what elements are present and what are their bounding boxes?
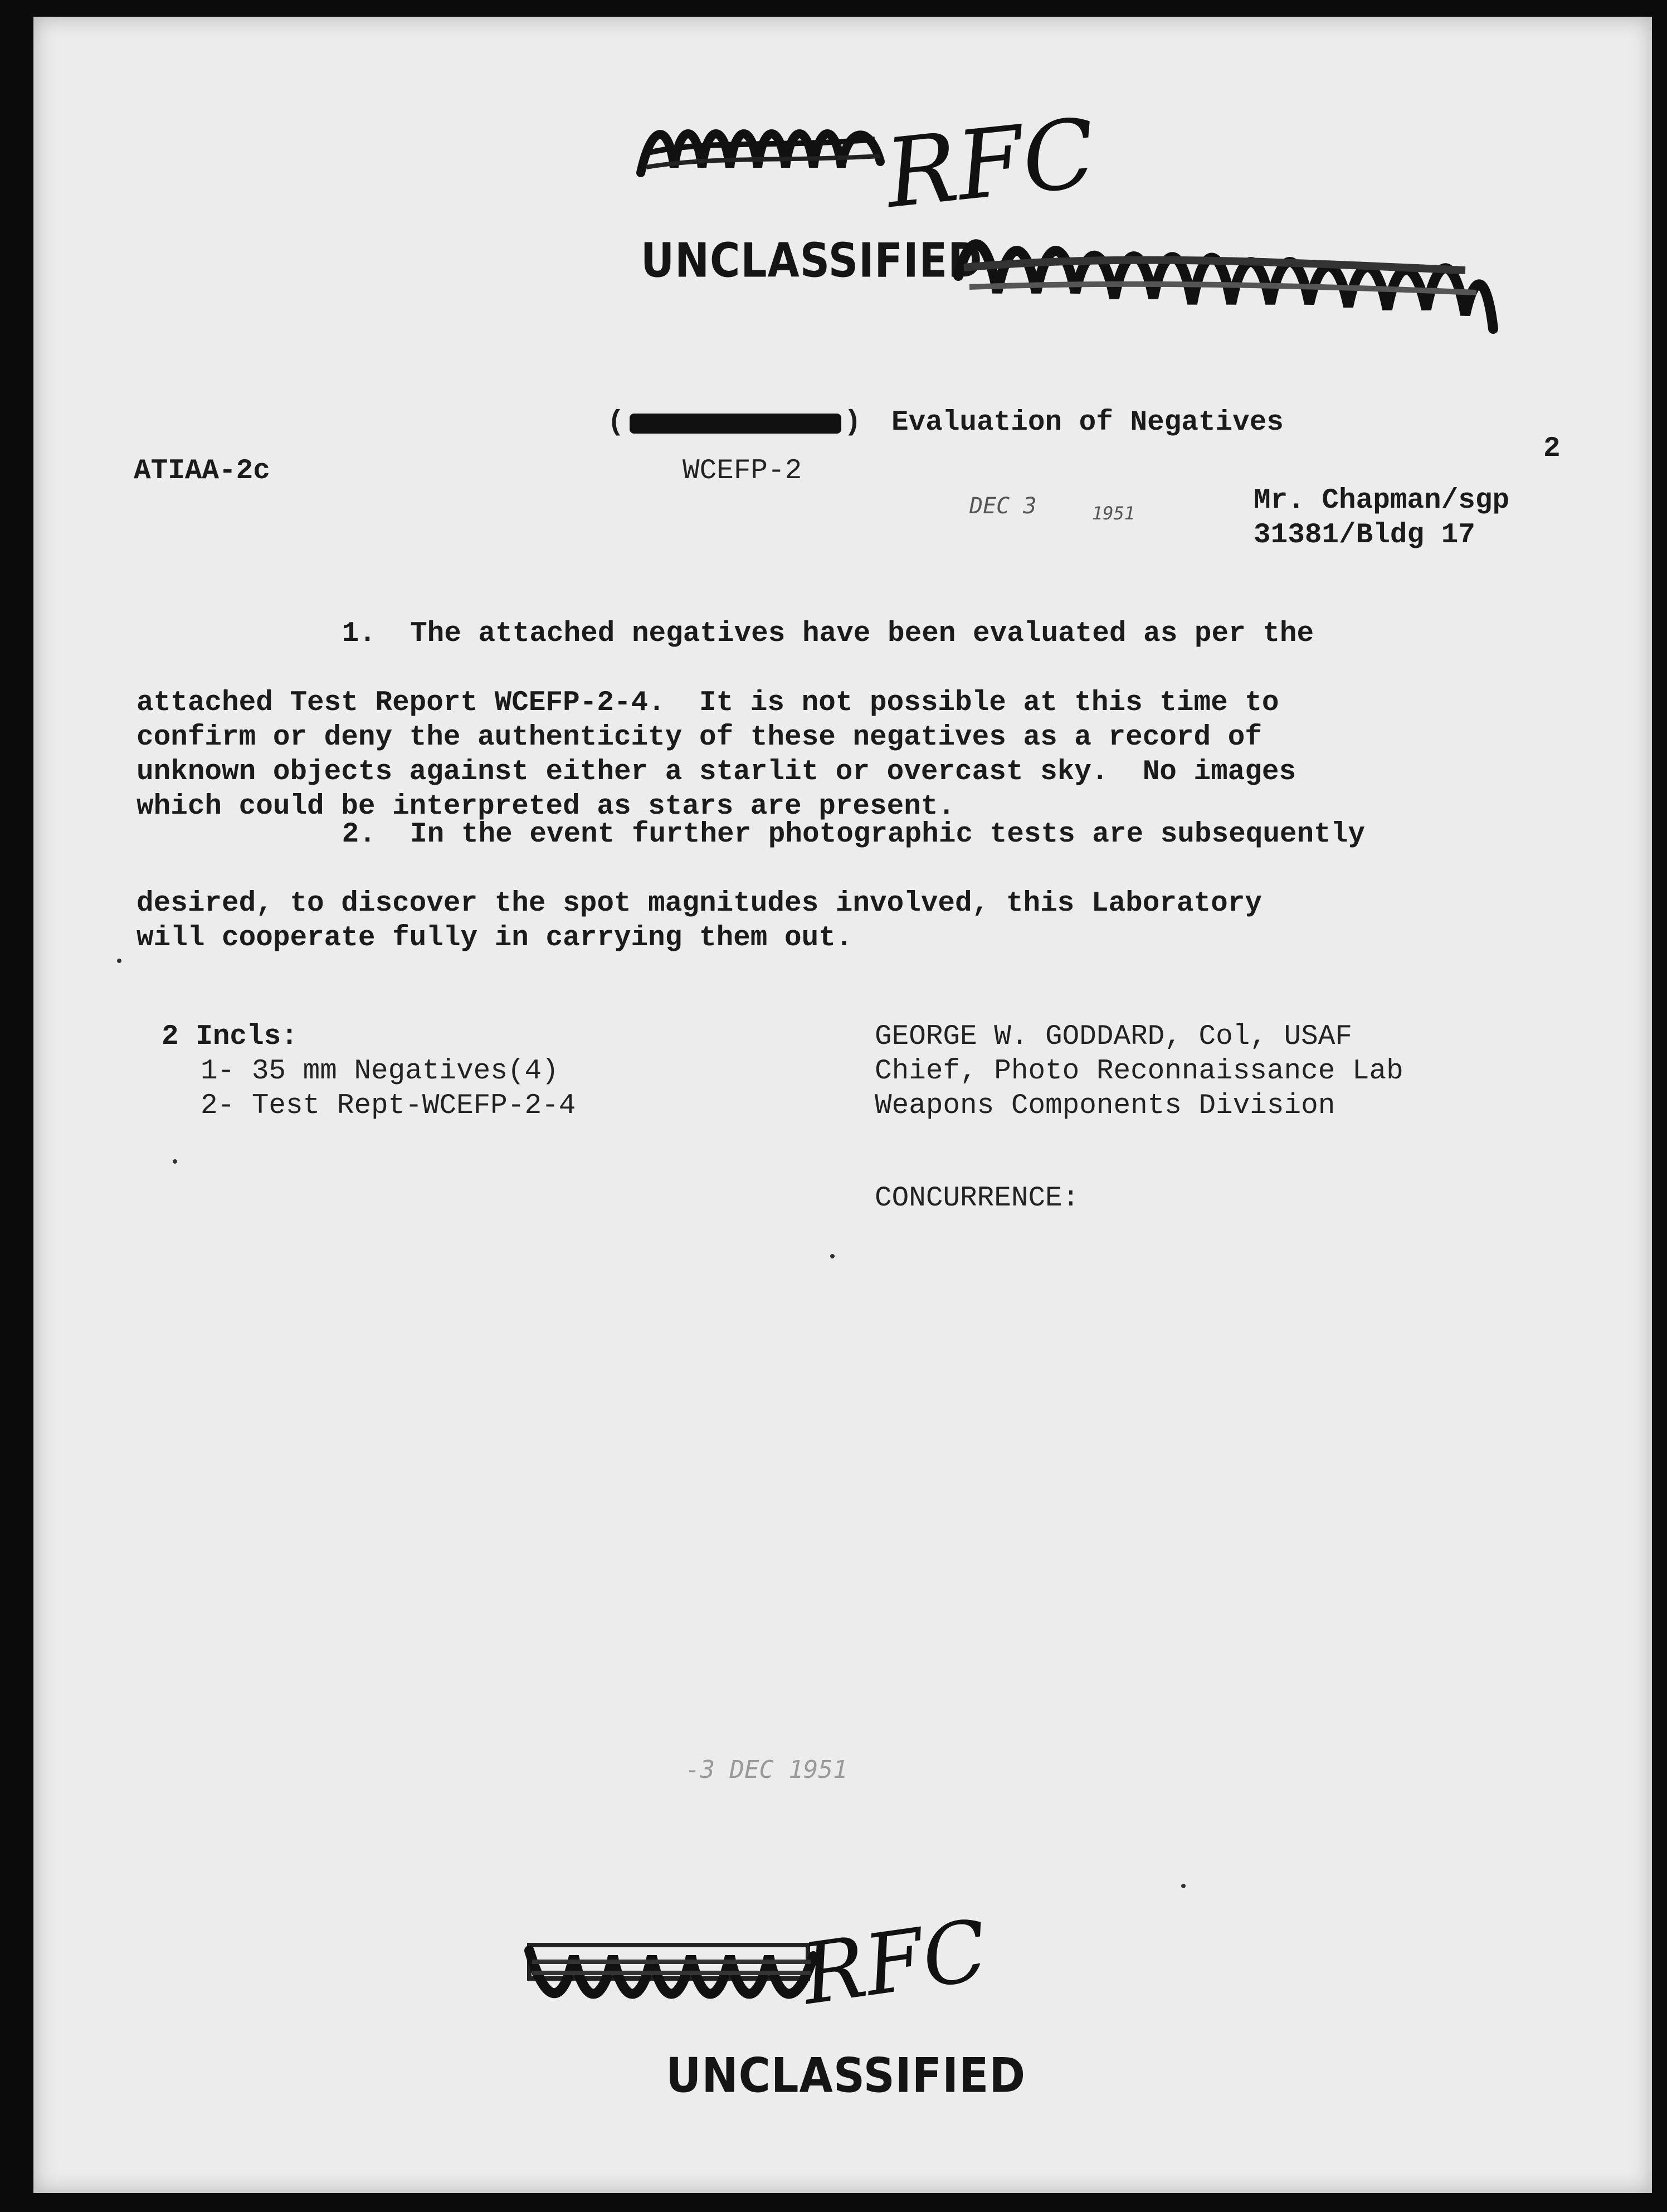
bottom-date-stamp: -3 DEC 1951 [685,1756,848,1784]
received-date-stamp: DEC 3 [969,493,1037,519]
signer-division: Weapons Components Division [875,1090,1335,1122]
paragraph-2-text: In the event further photographic tests are subsequently [410,819,1365,850]
paragraph-1-line-2: attached Test Report WCEFP-2-4. It is not possible at this time to [137,687,1279,719]
paragraph-2-number: 2. [342,819,376,850]
paper-speck [117,959,121,963]
author-extension: 31381/Bldg 17 [1254,519,1475,551]
paper-speck [173,1159,177,1164]
paragraph-2-line-3: will cooperate fully in carrying them out. [137,922,853,954]
paragraph-1-number: 1. [342,618,376,650]
paragraph-1-line-4: unknown objects against either a starlit or overcast sky. No images [137,756,1296,788]
paragraph-2-line-1 [137,783,1541,887]
paper-speck [1181,1884,1186,1888]
subject-line: Evaluation of Negatives [891,407,1284,439]
author-name: Mr. Chapman/sgp [1254,485,1510,517]
redaction-scribble-top [635,100,903,195]
concurrence-label: CONCURRENCE: [875,1183,1080,1214]
paragraph-2-line-2: desired, to discover the spot magnitudes involved, this Laboratory [137,888,1262,920]
page-mark: 2 [1543,433,1561,465]
redacted-subject-marker [630,414,841,434]
from-symbol: WCEFP-2 [683,455,802,487]
received-date-stamp-year: 1951 [1092,503,1135,524]
office-symbol: ATIAA-2c [134,455,270,487]
paragraph-1-line-1 [137,582,1541,686]
inclosures-block [162,1020,576,1124]
handwritten-initials-bottom: RFC [796,1902,993,2024]
subject-open-paren: ( [607,407,625,439]
paragraph-1-line-5: which could be interpreted as stars are present. [137,791,956,823]
paragraph-1-text: The attached negatives have been evaluated as per the [410,618,1314,650]
redaction-scribble-top-right [947,209,1510,343]
inclosure-item: 2- Test Rept-WCEFP-2-4 [201,1090,576,1122]
subject-close-paren: ) [844,407,861,439]
classification-stamp-bottom: UNCLASSIFIED [666,2048,1026,2104]
paragraph-1-line-3: confirm or deny the authenticity of these negatives as a record of [137,722,1262,753]
paper-speck [830,1254,835,1258]
document-page [33,17,1652,2193]
signer-title: Chief, Photo Reconnaissance Lab [875,1056,1403,1087]
signer-name: GEORGE W. GODDARD, Col, USAF [875,1021,1352,1053]
signature-block [875,1020,1403,1124]
inclosure-item: 1- 35 mm Negatives(4) [201,1056,559,1087]
classification-stamp-top: UNCLASSIFIED [641,233,983,289]
inclosures-header: 2 Incls: [162,1021,298,1053]
handwritten-initials-top: RFC [880,98,1101,230]
paragraph-2 [137,783,1541,956]
